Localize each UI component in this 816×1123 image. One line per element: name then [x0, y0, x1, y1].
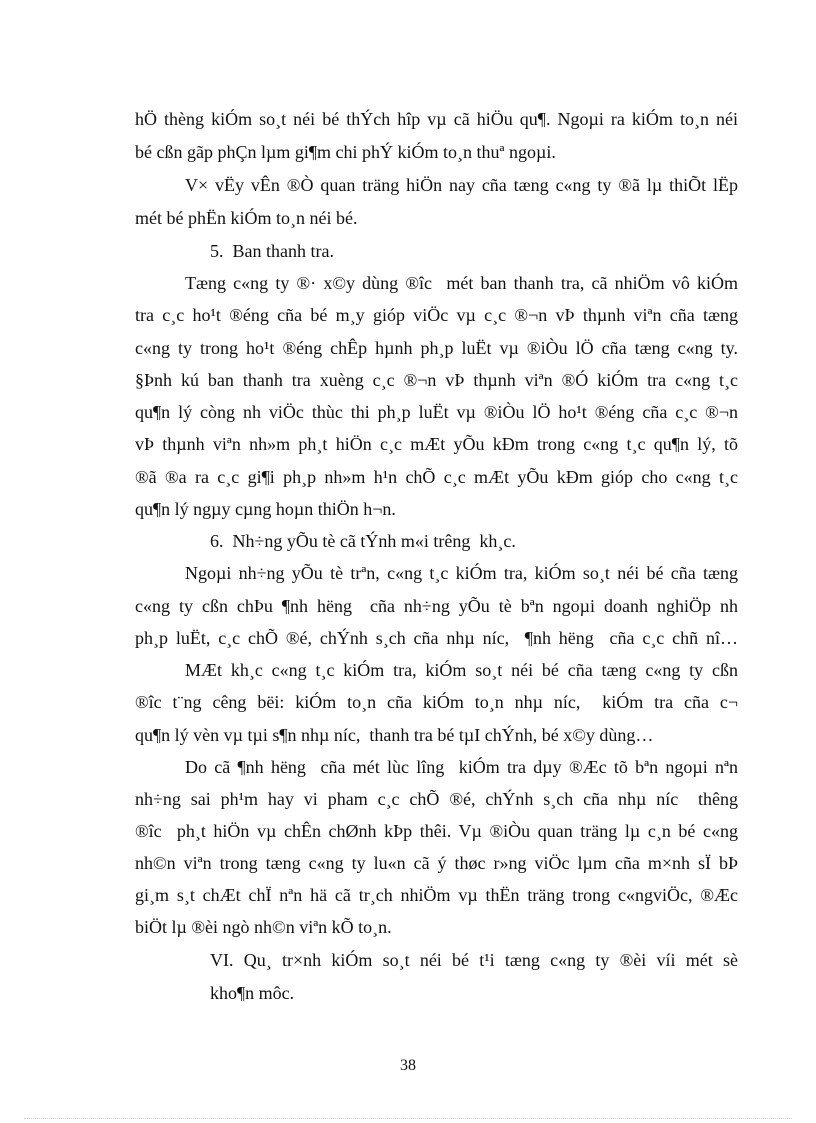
- body-text-line: Do cã ¶nh hëng cña mét lùc lîng kiÓm tra dµy ®Æc tõ bªn ngoµi nªn: [185, 757, 738, 777]
- body-text-line: gi¸m s¸t chÆt chÏ nªn hä cã tr¸ch nhiÖm vµ thËn träng trong c«ngviÖc, ®Æc: [135, 885, 738, 905]
- section-heading: 6. Nh÷ng yÕu tè cã tÝnh m«i trêng kh¸c.: [210, 531, 516, 551]
- body-text-line: §Þnh kú ban thanh tra xuèng c¸c ®¬n vÞ thµnh viªn ®Ó kiÓm tra c«ng t¸c: [135, 370, 738, 390]
- body-text-line: bé cßn gãp phÇn lµm gi¶m chi phÝ kiÓm to¸n thuª ngoµi.: [135, 142, 556, 162]
- body-text-line: nh÷ng sai ph¹m hay vi pham c¸c chÕ ®é, chÝnh s¸ch cña nhµ níc thêng: [135, 789, 738, 809]
- body-text-line: vÞ thµnh viªn nh»m ph¸t hiÖn c¸c mÆt yÕu kÐm trong c«ng t¸c qu¶n lý, tõ: [135, 434, 738, 454]
- body-text-line: ph¸p luËt, c¸c chÕ ®é, chÝnh s¸ch cña nhµ níc, ¶nh hëng cña c¸c chñ nî…: [135, 628, 738, 648]
- body-text-line: ®îc t¨ng cêng bëi: kiÓm to¸n cña kiÓm to¸n nhµ níc, kiÓm tra cña c¬: [135, 692, 738, 712]
- page-number: 38: [400, 1057, 416, 1074]
- body-text-line: ®îc ph¸t hiÖn vµ chÊn chØnh kÞp thêi. Vµ ®iÒu quan träng lµ c¸n bé c«ng: [135, 821, 738, 841]
- section-heading: 5. Ban thanh tra.: [210, 241, 334, 261]
- body-text-line: ®ã ®a ra c¸c gi¶i ph¸p nh»m h¹n chÕ c¸c mÆt yÕu kÐm gióp cho c«ng t¸c: [135, 467, 738, 487]
- body-text-line: c«ng ty cßn chÞu ¶nh hëng cña nh÷ng yÕu tè bªn ngoµi doanh nghiÖp nh: [135, 596, 738, 616]
- body-text-line: nh©n viªn trong tæng c«ng ty lu«n cã ý thøc r»ng viÖc lµm cña m×nh sÏ bÞ: [135, 853, 738, 873]
- body-text-line: V× vËy vÊn ®Ò quan träng hiÖn nay cña tæng c«ng ty ®ã lµ thiÕt lËp: [185, 175, 738, 195]
- body-text-line: qu¶n lý ngµy cµng hoµn thiÖn h¬n.: [135, 499, 396, 519]
- body-text-line: qu¶n lý còng nh viÖc thùc thi ph¸p luËt vµ ®iÒu lÖ ho¹t ®éng cña c¸c ®¬n: [135, 402, 738, 422]
- body-text-line: Ngoµi nh÷ng yÕu tè trªn, c«ng t¸c kiÓm tra, kiÓm so¸t néi bé cña tæng: [185, 563, 738, 583]
- footer-divider: [24, 1118, 792, 1119]
- body-text-line: mét bé phËn kiÓm to¸n néi bé.: [135, 208, 358, 228]
- body-text-line: hÖ thèng kiÓm so¸t néi bé thÝch hîp vµ cã hiÖu qu¶. Ngoµi ra kiÓm to¸n néi: [135, 109, 738, 129]
- body-text-line: tra c¸c ho¹t ®éng cña bé m¸y gióp viÖc vµ c¸c ®¬n vÞ thµnh viªn cña tæng: [135, 305, 738, 325]
- body-text-line: biÖt lµ ®èi ngò nh©n viªn kÕ to¸n.: [135, 917, 392, 937]
- section-heading: kho¶n môc.: [210, 983, 295, 1003]
- body-text-line: c«ng ty trong ho¹t ®éng chÊp hµnh ph¸p luËt vµ ®iÒu lÖ cña tæng c«ng ty.: [135, 338, 738, 358]
- body-text-line: Tæng c«ng ty ®· x©y dùng ®îc mét ban thanh tra, cã nhiÖm vô kiÓm: [185, 273, 738, 293]
- body-text-line: qu¶n lý vèn vµ tµi s¶n nhµ níc, thanh tra bé tµI chÝnh, bé x©y dùng…: [135, 725, 654, 745]
- section-heading: VI. Qu¸ tr×nh kiÓm so¸t néi bé t¹i tæng c«ng ty ®èi víi mét sè: [210, 950, 738, 970]
- body-text-line: MÆt kh¸c c«ng t¸c kiÓm tra, kiÓm so¸t néi bé cña tæng c«ng ty cßn: [185, 660, 738, 680]
